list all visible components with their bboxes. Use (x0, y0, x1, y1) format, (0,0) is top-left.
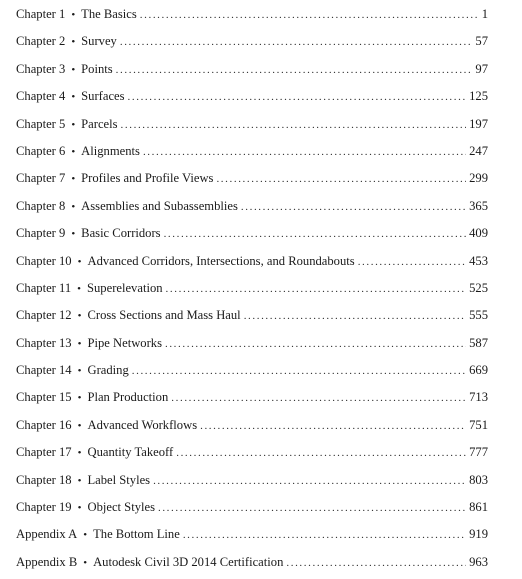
toc-entry (16, 333, 488, 360)
dot-leader (165, 334, 466, 354)
toc-entry (16, 31, 488, 58)
entry-label (16, 360, 129, 381)
toc-entry (16, 114, 488, 141)
chapter-title: Cross Sections and Mass Haul (87, 308, 241, 323)
entry-label (16, 333, 162, 354)
dot-leader (132, 361, 466, 381)
bullet-separator: • (71, 9, 76, 21)
dot-leader (120, 32, 473, 52)
bullet-separator: • (83, 529, 88, 542)
bullet-separator: • (77, 282, 81, 295)
entry-label (16, 442, 173, 463)
appendix-title: The Bottom Line (93, 527, 180, 542)
bullet-separator: • (77, 392, 82, 405)
chapter-title: Object Styles (87, 500, 155, 515)
page-number: 365 (469, 198, 488, 213)
bullet-separator: • (71, 118, 76, 131)
chapter-number: Chapter 1 (16, 7, 66, 21)
toc-entry (16, 4, 488, 31)
toc-entry (16, 497, 488, 524)
chapter-number: Chapter 11 (16, 280, 72, 295)
toc-entry (16, 168, 488, 195)
dot-leader (176, 443, 466, 463)
bullet-separator: • (71, 145, 76, 158)
dot-leader (358, 252, 466, 272)
chapter-title: Grading (87, 363, 129, 378)
chapter-number: Chapter 12 (16, 308, 72, 323)
chapter-title: Survey (81, 34, 117, 49)
appendix-label: Appendix B (16, 554, 78, 569)
toc-entry (16, 360, 488, 387)
chapter-number: Chapter 9 (16, 226, 66, 241)
chapter-number: Chapter 2 (16, 34, 66, 49)
page-number: 803 (469, 472, 488, 487)
bullet-separator: • (77, 337, 82, 350)
chapter-title: The Basics (81, 7, 137, 21)
dot-leader (286, 553, 466, 573)
chapter-title: Alignments (81, 143, 140, 158)
toc-entry (16, 470, 488, 497)
toc-entry (16, 305, 488, 332)
dot-leader (241, 197, 466, 217)
entry-label (16, 552, 283, 573)
page-number: 861 (469, 500, 488, 515)
toc-entry (16, 59, 488, 86)
entry-label (16, 470, 150, 491)
bullet-separator: • (77, 474, 82, 487)
chapter-title: Profiles and Profile Views (81, 171, 214, 186)
page-number: 713 (469, 390, 488, 405)
chapter-title: Quantity Takeoff (87, 445, 174, 460)
entry-label (16, 497, 155, 518)
page-number: 669 (469, 363, 488, 378)
chapter-number: Chapter 4 (16, 89, 66, 104)
bullet-separator: • (71, 200, 76, 213)
chapter-number: Chapter 8 (16, 198, 66, 213)
bullet-separator: • (71, 173, 76, 186)
page-number: 299 (469, 171, 488, 186)
chapter-number: Chapter 18 (16, 472, 72, 487)
appendix-label: Appendix A (16, 527, 78, 542)
page-number: 777 (469, 445, 488, 460)
chapter-number: Chapter 16 (16, 417, 72, 432)
bullet-separator: • (77, 310, 82, 323)
entry-label (16, 305, 241, 326)
toc-entry (16, 223, 488, 250)
chapter-title: Advanced Workflows (87, 417, 198, 432)
bullet-separator: • (71, 228, 76, 241)
bullet-separator: • (77, 447, 82, 460)
entry-label (16, 415, 197, 436)
toc-entry (16, 278, 488, 305)
toc-entry (16, 415, 488, 442)
chapter-number: Chapter 17 (16, 445, 72, 460)
page-number: 247 (469, 143, 488, 158)
entry-label (16, 86, 125, 107)
chapter-title: Assemblies and Subassemblies (81, 198, 238, 213)
entry-label (16, 59, 113, 80)
page-number: 587 (469, 335, 488, 350)
page-number: 1 (481, 7, 488, 21)
dot-leader (166, 279, 467, 299)
page-number: 525 (469, 280, 488, 295)
toc-entry (16, 251, 488, 278)
page-number: 57 (475, 34, 488, 49)
dot-leader (158, 498, 466, 518)
dot-leader (121, 115, 467, 135)
chapter-number: Chapter 13 (16, 335, 72, 350)
bullet-separator: • (77, 419, 82, 432)
chapter-title: Pipe Networks (87, 335, 162, 350)
chapter-title: Parcels (81, 116, 118, 131)
table-of-contents (16, 4, 488, 579)
chapter-number: Chapter 19 (16, 500, 72, 515)
chapter-number: Chapter 5 (16, 116, 66, 131)
toc-entry (16, 552, 488, 579)
bullet-separator: • (83, 556, 88, 569)
page-number: 409 (469, 226, 488, 241)
chapter-number: Chapter 15 (16, 390, 72, 405)
dot-leader (116, 60, 473, 80)
chapter-number: Chapter 14 (16, 363, 72, 378)
dot-leader (216, 169, 466, 189)
entry-label (16, 278, 163, 299)
bullet-separator: • (71, 36, 76, 49)
dot-leader (164, 224, 467, 244)
page-number: 97 (475, 61, 488, 76)
chapter-title: Advanced Corridors, Intersections, and Roundabouts (87, 253, 355, 268)
bullet-separator: • (77, 255, 82, 268)
toc-entry (16, 524, 488, 551)
dot-leader (153, 471, 466, 491)
bullet-separator: • (71, 91, 76, 104)
entry-label (16, 387, 168, 408)
page-number: 919 (469, 527, 488, 542)
bullet-separator: • (77, 365, 82, 378)
entry-label (16, 141, 140, 162)
toc-entry (16, 196, 488, 223)
page-number: 751 (469, 417, 488, 432)
bullet-separator: • (77, 502, 82, 515)
toc-entry (16, 141, 488, 168)
bullet-separator: • (71, 63, 76, 76)
chapter-title: Plan Production (87, 390, 169, 405)
entry-label (16, 31, 117, 52)
chapter-number: Chapter 6 (16, 143, 66, 158)
entry-label (16, 196, 238, 217)
page-number: 963 (469, 554, 488, 569)
entry-label (16, 168, 213, 189)
entry-label (16, 223, 161, 244)
page-number: 125 (469, 89, 488, 104)
dot-leader (183, 525, 466, 545)
dot-leader (244, 306, 466, 326)
chapter-number: Chapter 7 (16, 171, 66, 186)
toc-entry (16, 387, 488, 414)
dot-leader (128, 87, 467, 107)
entry-label (16, 4, 137, 25)
chapter-title: Surfaces (81, 89, 125, 104)
entry-label (16, 251, 355, 272)
entry-label (16, 524, 180, 545)
chapter-number: Chapter 10 (16, 253, 72, 268)
dot-leader (140, 5, 479, 25)
entry-label (16, 114, 118, 135)
chapter-number: Chapter 3 (16, 61, 66, 76)
appendix-title: Autodesk Civil 3D 2014 Certification (93, 554, 284, 569)
dot-leader (171, 388, 466, 408)
chapter-title: Superelevation (87, 280, 163, 295)
dot-leader (143, 142, 466, 162)
page-number: 197 (469, 116, 488, 131)
page-number: 555 (469, 308, 488, 323)
toc-entry (16, 86, 488, 113)
chapter-title: Label Styles (87, 472, 151, 487)
toc-entry (16, 442, 488, 469)
dot-leader (200, 416, 466, 436)
chapter-title: Points (81, 61, 113, 76)
page-number: 453 (469, 253, 488, 268)
chapter-title: Basic Corridors (81, 226, 161, 241)
